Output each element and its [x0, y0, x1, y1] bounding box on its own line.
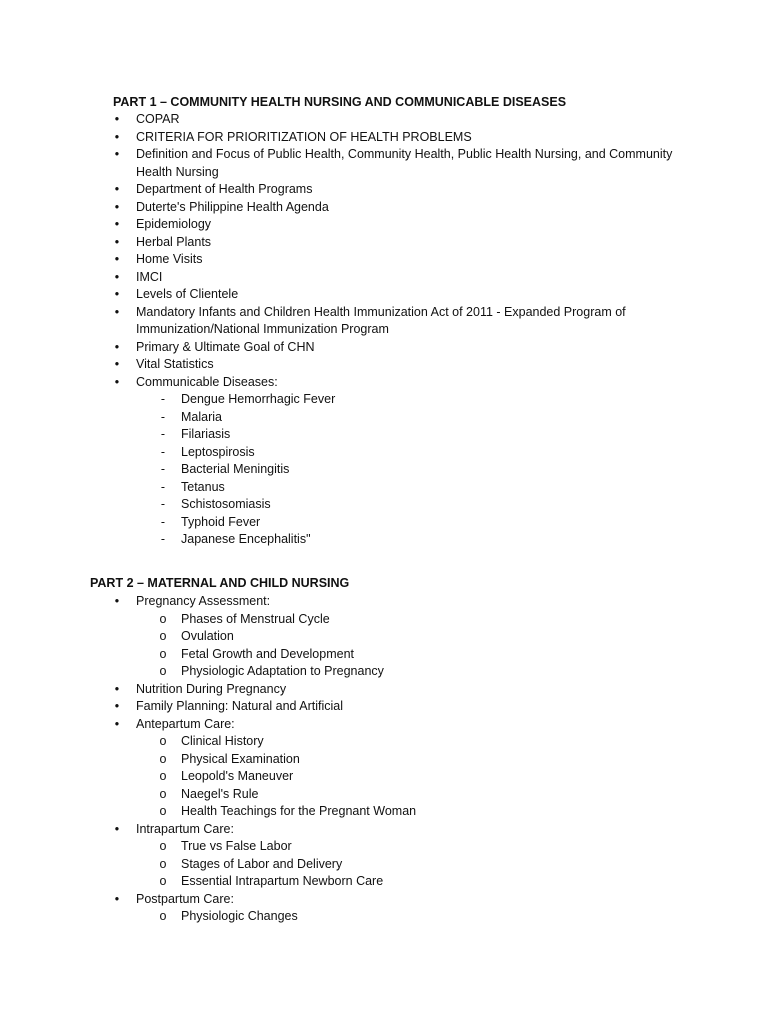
sub-list	[136, 391, 696, 549]
sub-list-item-text: Ovulation	[181, 629, 234, 643]
sub-list-item-text: Filariasis	[181, 427, 231, 441]
list-item	[114, 286, 696, 304]
sub-list-item-text: Health Teachings for the Pregnant Woman	[181, 804, 417, 818]
sub-list-item-text: Fetal Growth and Development	[181, 646, 355, 661]
bullet-icon: •	[114, 716, 120, 731]
sub-list-item-text: Leptospirosis	[181, 444, 255, 459]
sub-list-item-text: Physiologic Adaptation to Pregnancy	[181, 664, 384, 678]
sub-bullet-icon: o	[159, 646, 167, 661]
bullet-icon: •	[114, 217, 120, 231]
list-item-text: CRITERIA FOR PRIORITIZATION OF HEALTH PROBLEMS	[136, 129, 472, 144]
list-item	[114, 304, 696, 339]
sub-bullet-icon: -	[160, 444, 166, 459]
sub-bullet-icon: -	[160, 514, 166, 529]
bullet-icon: •	[114, 129, 120, 144]
list-item-text: Definition and Focus of Public Health, Community Health, Public Health Nursing, and Community Health Nursing	[136, 147, 673, 179]
list-item-text: Duterte's Philippine Health Agenda	[136, 199, 329, 214]
sub-bullet-icon: o	[159, 769, 167, 783]
list-item	[114, 216, 696, 234]
list-item-text: Levels of Clientele	[136, 287, 239, 301]
sub-list-item-text: Phases of Menstrual Cycle	[181, 611, 330, 626]
sub-bullet-icon: o	[159, 734, 167, 748]
sub-bullet-icon: -	[160, 479, 166, 494]
list-item	[114, 251, 696, 269]
bullet-icon: •	[114, 147, 120, 161]
sub-list-item	[160, 461, 696, 479]
bullet-icon: •	[114, 374, 120, 389]
sub-list-item	[160, 444, 696, 462]
sub-list-item	[159, 838, 696, 856]
list-item	[114, 821, 696, 891]
sub-list-item-text: Typhoid Fever	[181, 514, 261, 529]
sub-list	[136, 733, 696, 821]
bullet-icon: •	[114, 357, 120, 371]
sub-list-item-text: Bacterial Meningitis	[181, 462, 290, 476]
sub-list-item	[159, 786, 696, 804]
sub-bullet-icon: o	[159, 804, 167, 818]
sub-list-item	[159, 803, 696, 821]
bullet-icon: •	[114, 252, 120, 266]
sub-list-item	[160, 496, 696, 514]
list-item-text: Antepartum Care:	[136, 716, 235, 731]
sub-list	[136, 838, 696, 891]
list-item	[114, 698, 696, 716]
list-item	[114, 681, 696, 699]
sub-list-item-text: Physiologic Changes	[181, 909, 298, 923]
sub-list-item-text: Dengue Hemorrhagic Fever	[181, 392, 336, 406]
sub-list-item	[160, 514, 696, 532]
list-item-text: COPAR	[136, 112, 180, 126]
bullet-icon: •	[114, 199, 120, 214]
sub-list-item-text: Schistosomiasis	[181, 497, 271, 511]
sub-bullet-icon: -	[160, 497, 166, 511]
sub-list-item	[159, 646, 696, 664]
bullet-icon: •	[114, 681, 120, 696]
sub-list-item	[160, 531, 696, 549]
list-item-text: Communicable Diseases:	[136, 374, 278, 389]
sub-list-item	[160, 479, 696, 497]
sub-list-item	[160, 391, 696, 409]
part2-topic-list	[114, 593, 696, 926]
sub-list-item	[159, 768, 696, 786]
list-item	[114, 339, 696, 357]
list-item-text: Pregnancy Assessment:	[136, 594, 271, 608]
part1-heading: PART 1 – COMMUNITY HEALTH NURSING AND COMMUNICABLE DISEASES	[113, 95, 567, 109]
sub-list-item	[159, 628, 696, 646]
bullet-icon: •	[114, 891, 120, 906]
list-item-text: Nutrition During Pregnancy	[136, 681, 287, 696]
list-item	[114, 234, 696, 252]
sub-list-item	[160, 409, 696, 427]
sub-bullet-icon: o	[159, 909, 167, 923]
sub-bullet-icon: o	[159, 839, 167, 853]
sub-bullet-icon: -	[160, 427, 166, 441]
sub-list-item-text: Malaria	[181, 409, 222, 424]
bullet-icon: •	[114, 339, 120, 354]
list-item	[114, 111, 696, 129]
list-item-text: Epidemiology	[136, 217, 212, 231]
sub-list-item-text: Clinical History	[181, 734, 264, 748]
sub-list-item	[159, 856, 696, 874]
sub-bullet-icon: o	[159, 611, 167, 626]
sub-list-item-text: Stages of Labor and Delivery	[181, 856, 343, 871]
sub-bullet-icon: -	[160, 392, 166, 406]
bullet-icon: •	[114, 821, 120, 836]
list-item-text: Home Visits	[136, 252, 203, 266]
sub-bullet-icon: o	[159, 786, 167, 801]
sub-list-item	[159, 611, 696, 629]
sub-list-item	[159, 873, 696, 891]
list-item	[114, 891, 696, 926]
list-item	[114, 269, 696, 287]
sub-bullet-icon: -	[160, 462, 166, 476]
bullet-icon: •	[114, 287, 120, 301]
sub-bullet-icon: o	[159, 629, 167, 643]
sub-bullet-icon: o	[159, 874, 167, 888]
part1-topic-list	[114, 111, 696, 549]
list-item	[114, 593, 696, 681]
list-item-text: Department of Health Programs	[136, 182, 313, 196]
sub-list-item	[159, 733, 696, 751]
sub-bullet-icon: o	[159, 751, 167, 766]
sub-bullet-icon: -	[160, 532, 166, 546]
list-item-text: Postpartum Care:	[136, 891, 234, 906]
sub-list-item-text: Essential Intrapartum Newborn Care	[181, 874, 384, 888]
sub-list-item	[159, 663, 696, 681]
sub-list-item-text: Japanese Encephalitis"	[181, 532, 311, 546]
list-item-text: Vital Statistics	[136, 357, 214, 371]
sub-list-item-text: Naegel's Rule	[181, 786, 259, 801]
bullet-icon: •	[114, 699, 120, 713]
sub-list	[136, 611, 696, 681]
sub-list-item-text: Leopold's Maneuver	[181, 769, 294, 783]
bullet-icon: •	[114, 234, 120, 249]
sub-list-item-text: True vs False Labor	[181, 839, 292, 853]
sub-list	[136, 908, 696, 926]
list-item	[114, 716, 696, 821]
list-item-text: Mandatory Infants and Children Health Immunization Act of 2011 - Expanded Program of Immunization/National Immunization Program	[136, 304, 626, 336]
bullet-icon: •	[114, 182, 120, 196]
sub-list-item	[159, 751, 696, 769]
sub-bullet-icon: -	[160, 409, 166, 424]
list-item-text: Family Planning: Natural and Artificial	[136, 699, 344, 713]
sub-list-item-text: Tetanus	[181, 479, 225, 494]
sub-list-item-text: Physical Examination	[181, 751, 300, 766]
list-item-text: Primary & Ultimate Goal of CHN	[136, 339, 315, 354]
bullet-icon: •	[114, 112, 120, 126]
list-item	[114, 146, 696, 181]
list-item-text: Herbal Plants	[136, 234, 212, 249]
sub-list-item	[160, 426, 696, 444]
list-item-text: IMCI	[136, 269, 163, 284]
bullet-icon: •	[114, 304, 120, 319]
list-item	[114, 129, 696, 147]
sub-bullet-icon: o	[159, 664, 167, 678]
bullet-icon: •	[114, 594, 120, 608]
list-item	[114, 374, 696, 549]
list-item-text: Intrapartum Care:	[136, 821, 234, 836]
bullet-icon: •	[114, 269, 120, 284]
part2-heading: PART 2 – MATERNAL AND CHILD NURSING	[90, 576, 350, 590]
sub-bullet-icon: o	[159, 856, 167, 871]
list-item	[114, 356, 696, 374]
list-item	[114, 181, 696, 199]
list-item	[114, 199, 696, 217]
sub-list-item	[159, 908, 696, 926]
